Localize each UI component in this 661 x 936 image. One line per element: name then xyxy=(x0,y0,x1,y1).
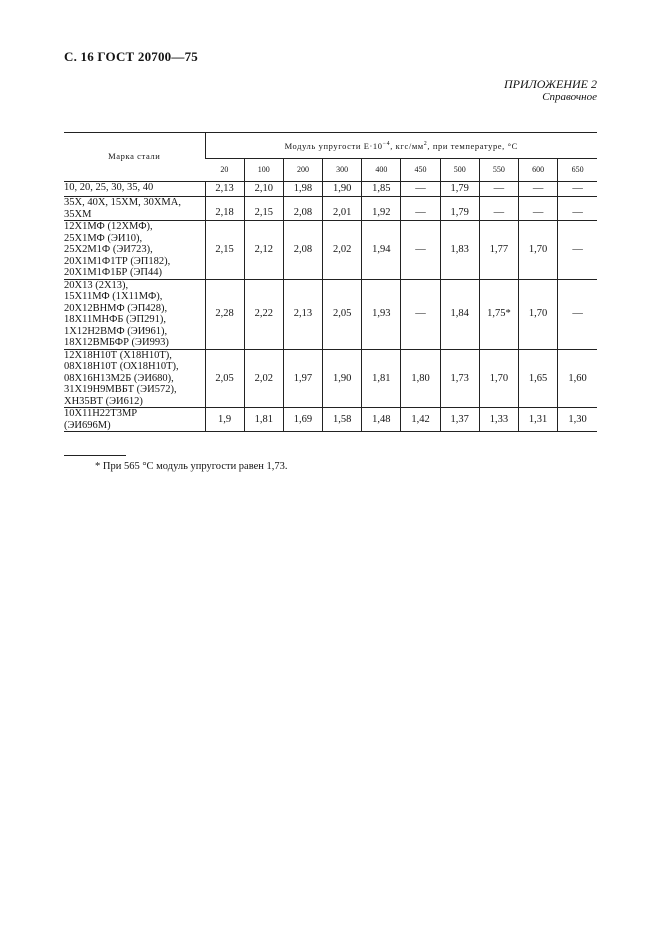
steel-grade-line: 08Х16Н13М2Б (ЭИ680), xyxy=(64,372,174,384)
modulus-header-mid: , кгс/мм xyxy=(390,140,424,151)
modulus-column-header xyxy=(205,133,597,159)
steel-grade-line: 35Х, 40Х, 15ХМ, 30ХМА, xyxy=(64,197,181,208)
modulus-value-cell: 2,08 xyxy=(283,197,322,221)
footnote: * При 565 °С модуль упругости равен 1,73. xyxy=(95,461,288,472)
steel-grade-line: 18Х11МНФБ (ЭП291), xyxy=(64,314,166,325)
modulus-value-cell: — xyxy=(401,279,440,349)
modulus-value-cell: 1,70 xyxy=(519,279,558,349)
modulus-value-cell: 2,12 xyxy=(244,221,283,280)
steel-grade-line: 25Х1МФ (ЭИ10), xyxy=(64,232,143,244)
appendix-label xyxy=(504,78,597,104)
modulus-value-cell: — xyxy=(401,197,440,221)
appendix-title: ПРИЛОЖЕНИЕ 2 xyxy=(504,77,597,91)
steel-grade-line: 35ХМ xyxy=(64,208,92,220)
modulus-value-cell: 2,05 xyxy=(323,279,362,349)
temperature-header-cell: 400 xyxy=(362,159,401,182)
modulus-header-exponent: −4 xyxy=(382,140,391,147)
steel-grade-line: 20Х12ВНМФ (ЭП428), xyxy=(64,302,168,314)
modulus-value-cell: 1,70 xyxy=(479,349,518,408)
modulus-value-cell: 1,84 xyxy=(440,279,479,349)
steel-grade-line: 10Х11Н22Т3МР xyxy=(64,408,138,419)
steel-grade-line: 20Х1М1Ф1БР (ЭП44) xyxy=(64,267,162,278)
temperature-header-cell: 550 xyxy=(479,159,518,182)
temperature-header-cell: 450 xyxy=(401,159,440,182)
modulus-value-cell: 1,42 xyxy=(401,408,440,432)
modulus-value-cell: — xyxy=(558,197,597,221)
table-row xyxy=(64,221,597,280)
steel-grade-line: 20Х1М1Ф1ТР (ЭП182), xyxy=(64,255,171,267)
temperature-header-cell: 300 xyxy=(323,159,362,182)
modulus-value-cell: 1,79 xyxy=(440,197,479,221)
modulus-value-cell: 1,75* xyxy=(479,279,518,349)
table-row xyxy=(64,408,597,432)
modulus-value-cell: 2,05 xyxy=(205,349,244,408)
elastic-modulus-table xyxy=(64,132,597,432)
modulus-value-cell: 2,15 xyxy=(205,221,244,280)
footnote-rule xyxy=(64,455,126,456)
table-body xyxy=(64,182,597,432)
steel-grade-line: ХН35ВТ (ЭИ612) xyxy=(64,395,143,407)
modulus-value-cell: — xyxy=(479,182,518,197)
page-header: С. 16 ГОСТ 20700—75 xyxy=(64,49,198,64)
modulus-value-cell: 1,81 xyxy=(244,408,283,432)
table-row xyxy=(64,182,597,197)
steel-grade-cell xyxy=(64,221,205,280)
modulus-value-cell: 1,93 xyxy=(362,279,401,349)
modulus-value-cell: — xyxy=(401,221,440,280)
temperature-header-cell: 200 xyxy=(283,159,322,182)
modulus-value-cell: 1,65 xyxy=(519,349,558,408)
steel-grade-cell xyxy=(64,182,205,197)
modulus-value-cell: 1,69 xyxy=(283,408,322,432)
modulus-value-cell: 1,90 xyxy=(323,182,362,197)
appendix-annotation: Справочное xyxy=(542,91,597,103)
modulus-value-cell: — xyxy=(558,221,597,280)
modulus-value-cell: 1,37 xyxy=(440,408,479,432)
modulus-value-cell: 1,94 xyxy=(362,221,401,280)
modulus-value-cell: 1,77 xyxy=(479,221,518,280)
modulus-value-cell: 2,13 xyxy=(205,182,244,197)
modulus-value-cell: 2,08 xyxy=(283,221,322,280)
modulus-value-cell: 1,31 xyxy=(519,408,558,432)
steel-grade-cell xyxy=(64,197,205,221)
modulus-value-cell: 1,58 xyxy=(323,408,362,432)
table-row xyxy=(64,349,597,408)
modulus-value-cell: 1,33 xyxy=(479,408,518,432)
modulus-value-cell: — xyxy=(558,279,597,349)
modulus-value-cell: 1,60 xyxy=(558,349,597,408)
temperature-header-cell: 600 xyxy=(519,159,558,182)
steel-grade-line: 18Х12ВМБФР (ЭИ993) xyxy=(64,337,169,348)
steel-grade-cell xyxy=(64,408,205,432)
steel-grade-cell xyxy=(64,349,205,408)
modulus-header-exponent-2: 2 xyxy=(423,140,428,147)
modulus-value-cell: 1,30 xyxy=(558,408,597,432)
modulus-value-cell: 2,18 xyxy=(205,197,244,221)
steel-grade-line: 12Х18Н10Т (Х18Н10Т), xyxy=(64,349,172,361)
steel-grade-line: 25Х2М1Ф (ЭИ723), xyxy=(64,244,153,255)
modulus-value-cell: 1,79 xyxy=(440,182,479,197)
temperature-header-cell: 500 xyxy=(440,159,479,182)
modulus-value-cell: 1,85 xyxy=(362,182,401,197)
modulus-value-cell: 1,48 xyxy=(362,408,401,432)
modulus-value-cell: 2,28 xyxy=(205,279,244,349)
modulus-value-cell: 1,70 xyxy=(519,221,558,280)
steel-grade-line: 15Х11МФ (1Х11МФ), xyxy=(64,291,163,302)
modulus-value-cell: 1,83 xyxy=(440,221,479,280)
steel-grade-line: 10, 20, 25, 30, 35, 40 xyxy=(64,182,154,193)
temperature-header-cell: 650 xyxy=(558,159,597,182)
steel-grade-line: 20Х13 (2Х13), xyxy=(64,279,129,291)
temperature-header-cell: 20 xyxy=(205,159,244,182)
temperature-header-cell: 100 xyxy=(244,159,283,182)
steel-grade-cell xyxy=(64,279,205,349)
modulus-value-cell: 1,80 xyxy=(401,349,440,408)
steel-grade-line: 08Х18Н10Т (ОХ18Н10Т), xyxy=(64,361,179,372)
modulus-value-cell: 2,13 xyxy=(283,279,322,349)
modulus-value-cell: 2,02 xyxy=(244,349,283,408)
modulus-value-cell: 2,02 xyxy=(323,221,362,280)
steel-grade-line: 12Х1МФ (12ХМФ), xyxy=(64,221,153,232)
modulus-value-cell: 1,73 xyxy=(440,349,479,408)
modulus-value-cell: 1,98 xyxy=(283,182,322,197)
modulus-value-cell: 1,9 xyxy=(205,408,244,432)
modulus-value-cell: 2,10 xyxy=(244,182,283,197)
steel-grade-line: 31Х19Н9МВБТ (ЭИ572), xyxy=(64,384,177,395)
modulus-value-cell: — xyxy=(519,182,558,197)
modulus-header-pre: Модуль упругости E·10 xyxy=(284,140,383,151)
modulus-header-post: , при температуре, °С xyxy=(427,140,518,151)
modulus-value-cell: — xyxy=(479,197,518,221)
modulus-value-cell: 1,90 xyxy=(323,349,362,408)
modulus-value-cell: 2,22 xyxy=(244,279,283,349)
grade-column-header: Марка стали xyxy=(64,133,205,182)
steel-grade-line: 1Х12Н2ВМФ (ЭИ961), xyxy=(64,325,168,337)
modulus-value-cell: — xyxy=(558,182,597,197)
modulus-value-cell: 1,97 xyxy=(283,349,322,408)
table-row xyxy=(64,279,597,349)
modulus-value-cell: 2,15 xyxy=(244,197,283,221)
modulus-value-cell: 1,81 xyxy=(362,349,401,408)
table-row xyxy=(64,197,597,221)
modulus-value-cell: 2,01 xyxy=(323,197,362,221)
modulus-value-cell: — xyxy=(519,197,558,221)
modulus-value-cell: — xyxy=(401,182,440,197)
modulus-value-cell: 1,92 xyxy=(362,197,401,221)
steel-grade-line: (ЭИ696М) xyxy=(64,419,111,431)
